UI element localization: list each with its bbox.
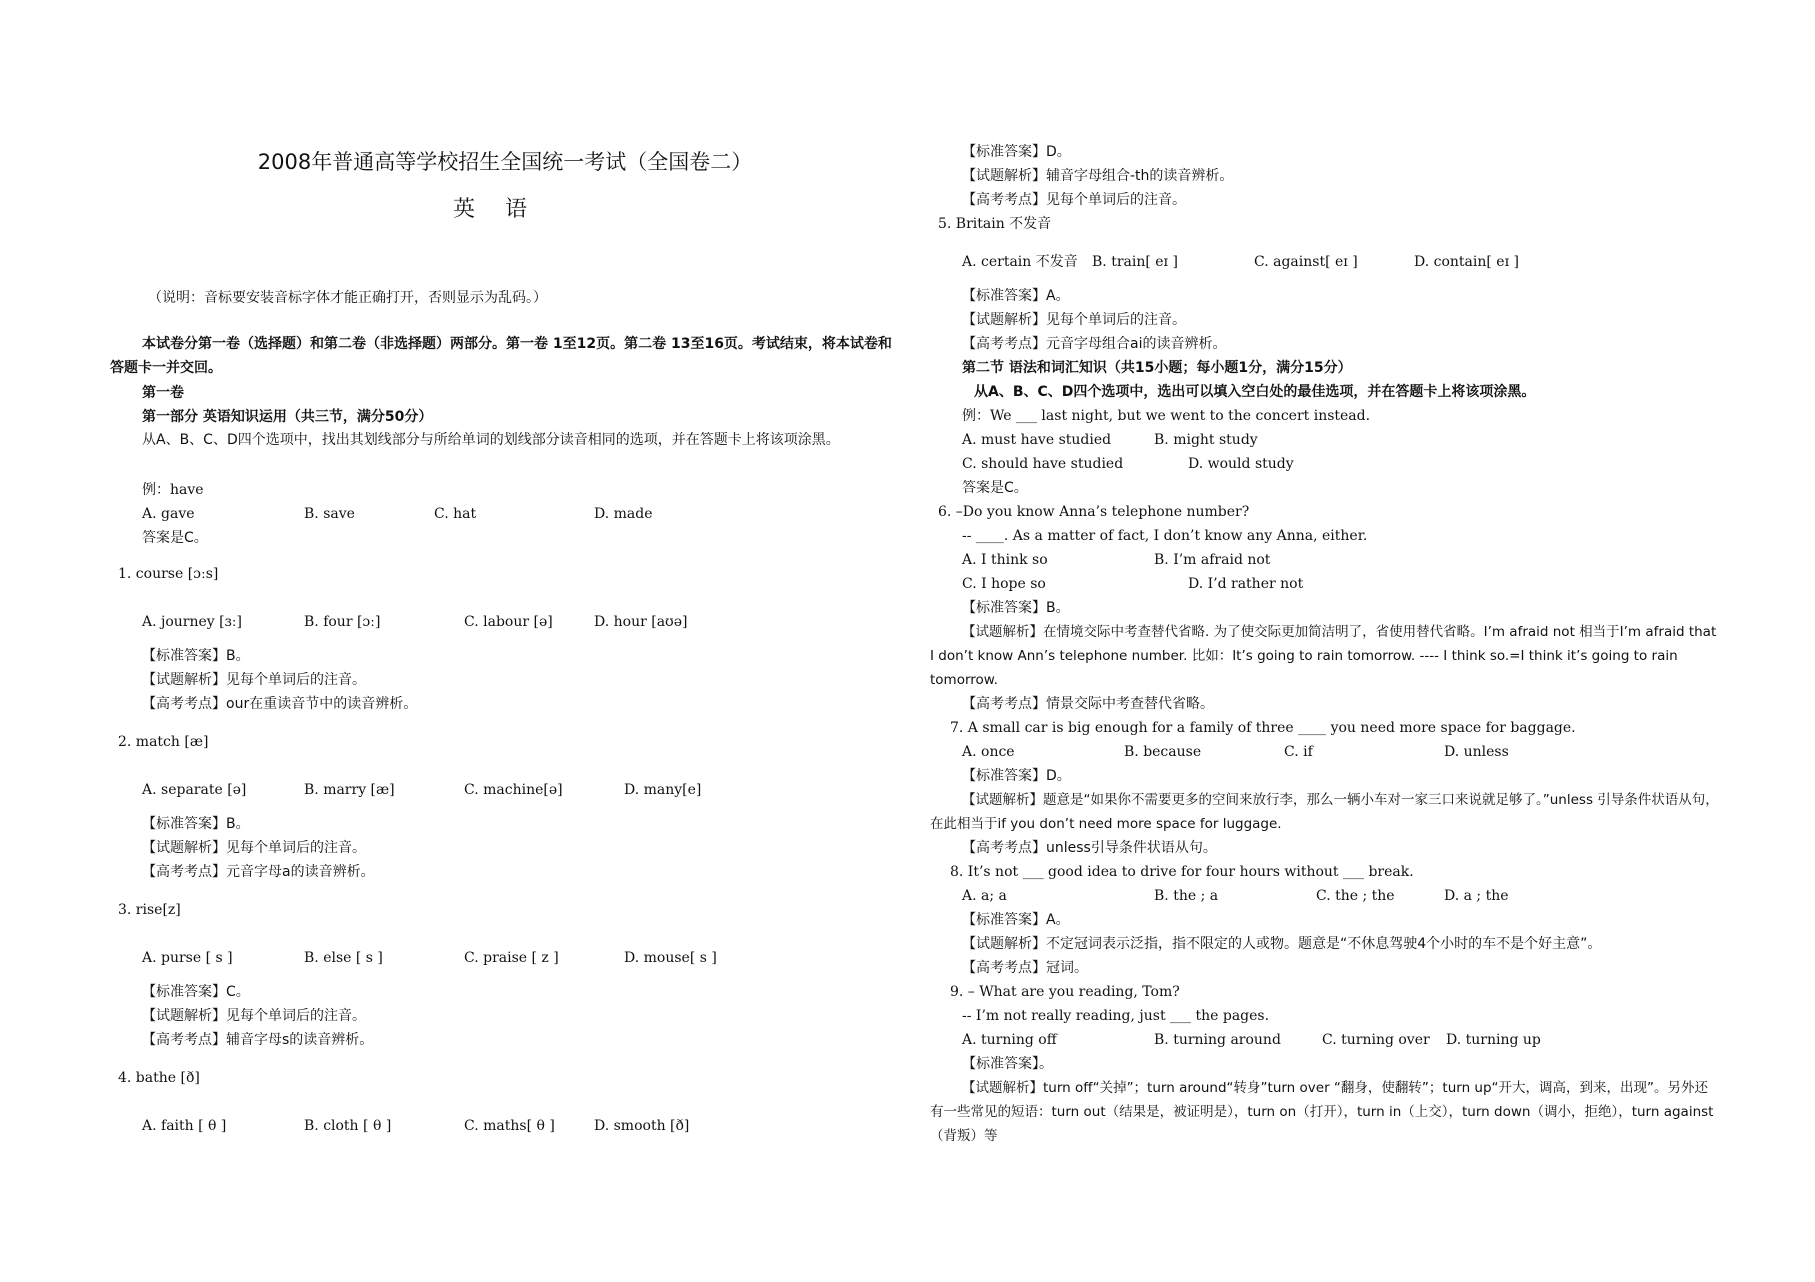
- q1-option-b: B. four [ɔː]: [304, 614, 381, 630]
- q4-stem: 4. bathe [ð]: [118, 1070, 200, 1086]
- q1-option-d: D. hour [aʊə]: [594, 614, 688, 630]
- q3-explanation: 【试题解析】见每个单词后的注音。: [142, 1008, 366, 1024]
- example2-stem: 例：We ___ last night, but we went to the concert instead.: [962, 408, 1371, 424]
- q1-stem: 1. course [ɔːs]: [118, 566, 219, 582]
- q4-option-b: B. cloth [ θ ]: [304, 1118, 392, 1134]
- q4-point: 【高考考点】见每个单词后的注音。: [962, 192, 1186, 208]
- q1-point: 【高考考点】our在重读音节中的读音辨析。: [142, 696, 418, 712]
- q8-option-c: C. the ; the: [1316, 888, 1395, 904]
- example-word: 例：have: [142, 482, 204, 498]
- q7-option-a: A. once: [962, 744, 1015, 760]
- q7-option-d: D. unless: [1444, 744, 1509, 760]
- q5-option-b: B. train[ eɪ ]: [1092, 254, 1178, 270]
- q3-option-d: D. mouse[ s ]: [624, 950, 717, 966]
- example2-answer: 答案是C。: [962, 480, 1028, 496]
- section-two-heading: 第二节 语法和词汇知识（共15小题；每小题1分，满分15分）: [962, 360, 1352, 376]
- q5-option-c: C. against[ eɪ ]: [1254, 254, 1358, 270]
- q8-stem: 8. It’s not ___ good idea to drive for four hours without ___ break.: [950, 864, 1414, 880]
- q8-answer: 【标准答案】A。: [962, 912, 1070, 928]
- q5-option-a: A. certain 不发音: [962, 254, 1078, 270]
- q7-option-c: C. if: [1284, 744, 1313, 760]
- q8-option-d: D. a ; the: [1444, 888, 1509, 904]
- q8-option-b: B. the ; a: [1154, 888, 1219, 904]
- example-option-c: C. hat: [434, 506, 477, 522]
- q4-option-d: D. smooth [ð]: [594, 1118, 690, 1134]
- q3-stem: 3. rise[z]: [118, 902, 181, 918]
- volume-one-heading: 第一卷: [142, 385, 184, 401]
- example2-option-c: C. should have studied: [962, 456, 1124, 472]
- section-one-instructions: 从A、B、C、D四个选项中，找出其划线部分与所给单词的划线部分读音相同的选项，并在答题卡上将该项涂黑。: [142, 432, 840, 448]
- q7-option-b: B. because: [1124, 744, 1202, 760]
- exam-intro: 本试卷分第一卷（选择题）和第二卷（非选择题）两部分。第一卷 1至12页。第二卷 13至16页。考试结束，将本试卷和答题卡一并交回。: [110, 336, 892, 376]
- q5-stem: 5. Britain 不发音: [938, 216, 1052, 232]
- q6-line2: -- ____. As a matter of fact, I don’t know any Anna, either.: [962, 528, 1368, 544]
- q6-answer: 【标准答案】B。: [962, 600, 1070, 616]
- page-title: 2008年普通高等学校招生全国统一考试（全国卷二）: [257, 150, 753, 174]
- example-option-d: D. made: [594, 506, 653, 522]
- example2-option-d: D. would study: [1188, 456, 1294, 472]
- q5-explanation: 【试题解析】见每个单词后的注音。: [962, 312, 1186, 328]
- q8-option-a: A. a; a: [962, 888, 1007, 904]
- q6-option-a: A. I think so: [962, 552, 1048, 568]
- q1-option-c: C. labour [ə]: [464, 614, 553, 630]
- section-two-instructions: 从A、B、C、D四个选项中，选出可以填入空白处的最佳选项，并在答题卡上将该项涂黑。: [974, 384, 1536, 400]
- q2-option-d: D. many[e]: [624, 782, 702, 798]
- example-option-b: B. save: [304, 506, 355, 522]
- q1-answer: 【标准答案】B。: [142, 648, 250, 664]
- q8-point: 【高考考点】冠词。: [962, 960, 1088, 976]
- q1-option-a: A. journey [ɜː]: [142, 614, 242, 630]
- q9-option-b: B. turning around: [1154, 1032, 1281, 1048]
- q2-point: 【高考考点】元音字母a的读音辨析。: [142, 864, 375, 880]
- q9-option-c: C. turning over: [1322, 1032, 1430, 1048]
- example2-option-a: A. must have studied: [962, 432, 1112, 448]
- q5-point: 【高考考点】元音字母组合ai的读音辨析。: [962, 336, 1227, 352]
- q4-option-c: C. maths[ θ ]: [464, 1118, 555, 1134]
- q9-line1: 9. – What are you reading, Tom?: [950, 984, 1180, 1000]
- q2-option-b: B. marry [æ]: [304, 782, 395, 798]
- q3-option-c: C. praise [ z ]: [464, 950, 559, 966]
- q9-explanation: 【试题解析】turn off“关掉”；turn around“转身”turn over “翻身，使翻转”；turn up“开大，调高，到来，出现”。另外还有一些常见的短语：turn out（结果是，被证明是），turn on（打开），turn in（上交），turn down（调小，拒绝），turn against（背叛）等: [930, 1080, 1714, 1144]
- q6-option-d: D. I’d rather not: [1188, 576, 1304, 592]
- example-option-a: A. gave: [142, 506, 195, 522]
- q4-option-a: A. faith [ θ ]: [142, 1118, 227, 1134]
- example2-option-b: B. might study: [1154, 432, 1258, 448]
- q6-line1: 6. –Do you know Anna’s telephone number?: [938, 504, 1250, 520]
- q9-option-a: A. turning off: [962, 1032, 1057, 1048]
- q7-stem: 7. A small car is big enough for a family of three ____ you need more space for baggage.: [950, 720, 1576, 736]
- q2-explanation: 【试题解析】见每个单词后的注音。: [142, 840, 366, 856]
- q2-stem: 2. match [æ]: [118, 734, 209, 750]
- q9-line2: -- I’m not really reading, just ___ the pages.: [962, 1008, 1270, 1024]
- q2-option-a: A. separate [ə]: [142, 782, 247, 798]
- q4-answer: 【标准答案】D。: [962, 144, 1071, 160]
- q1-explanation: 【试题解析】见每个单词后的注音。: [142, 672, 366, 688]
- q3-option-a: A. purse [ s ]: [142, 950, 233, 966]
- page-subtitle: 英语: [452, 197, 557, 222]
- q3-answer: 【标准答案】C。: [142, 984, 250, 1000]
- q7-explanation: 【试题解析】题意是“如果你不需要更多的空间来放行李，那么一辆小车对一家三口来说就足够了。”unless 引导条件状语从句，在此相当于if you don’t need more space for luggage.: [930, 792, 1719, 832]
- q5-option-d: D. contain[ eɪ ]: [1414, 254, 1519, 270]
- q6-explanation: 【试题解析】在情境交际中考查替代省略. 为了使交际更加简洁明了，省使用替代省略。I’m afraid not 相当于I’m afraid that I don’t know Ann’s telephone number. 比如：It’s going to rain tomorrow. ---- I think so.=I think it’s going to rain tomorrow.: [930, 624, 1717, 688]
- q8-explanation: 【试题解析】不定冠词表示泛指，指不限定的人或物。题意是“不休息驾驶4个小时的车不是个好主意”。: [962, 936, 1602, 952]
- q7-answer: 【标准答案】D。: [962, 768, 1071, 784]
- q9-option-d: D. turning up: [1446, 1032, 1541, 1048]
- part-one-heading: 第一部分 英语知识运用（共三节，满分50分）: [142, 409, 433, 425]
- q2-answer: 【标准答案】B。: [142, 816, 250, 832]
- q3-option-b: B. else [ s ]: [304, 950, 383, 966]
- q2-option-c: C. machine[ə]: [464, 782, 563, 798]
- q4-explanation: 【试题解析】辅音字母组合-th的读音辨析。: [962, 168, 1234, 184]
- q5-answer: 【标准答案】A。: [962, 288, 1070, 304]
- font-note: （说明：音标要安装音标字体才能正确打开，否则显示为乱码。）: [148, 290, 547, 306]
- q3-point: 【高考考点】辅音字母s的读音辨析。: [142, 1032, 374, 1048]
- q6-option-b: B. I’m afraid not: [1154, 552, 1271, 568]
- example-answer: 答案是C。: [142, 530, 208, 546]
- q7-point: 【高考考点】unless引导条件状语从句。: [962, 840, 1217, 856]
- q6-option-c: C. I hope so: [962, 576, 1046, 592]
- q9-answer: 【标准答案】。: [962, 1056, 1053, 1072]
- q6-point: 【高考考点】情景交际中考查替代省略。: [962, 696, 1214, 712]
